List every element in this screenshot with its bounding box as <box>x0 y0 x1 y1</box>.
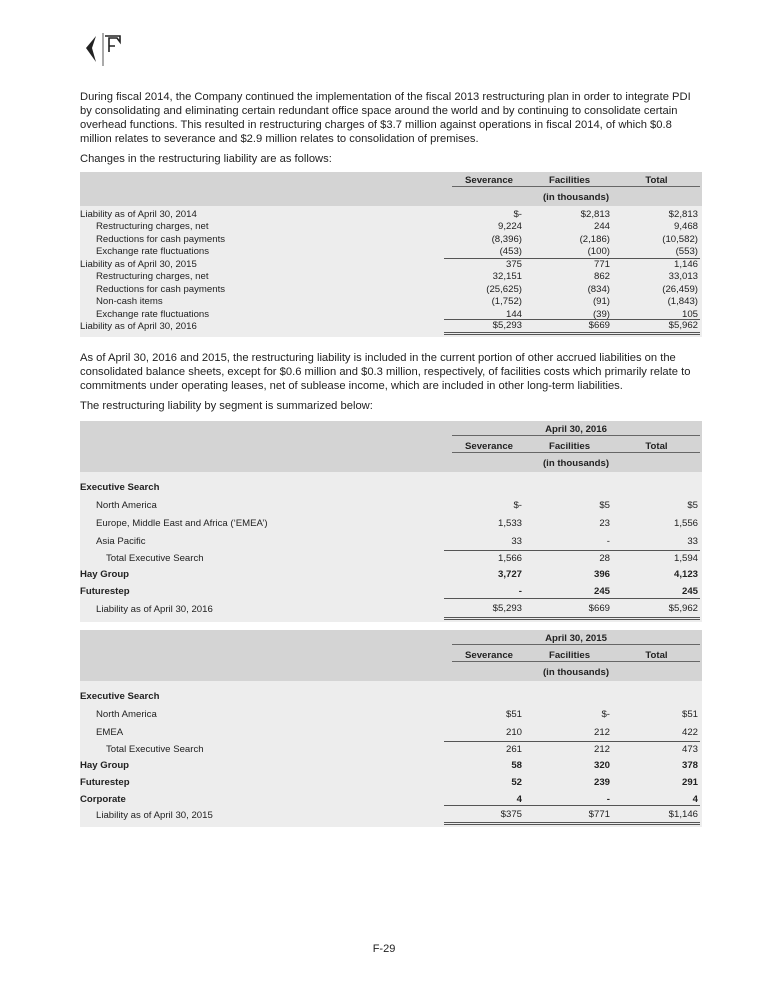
table-row <box>80 687 702 705</box>
table-row <box>80 773 702 791</box>
cell-severance: 52 <box>511 776 522 788</box>
table-row <box>80 258 702 271</box>
cell-severance: $375 <box>500 808 522 820</box>
cell-severance: 1,533 <box>497 517 522 529</box>
row-values <box>444 705 700 723</box>
row-label: Corporate <box>80 793 126 805</box>
cell-facilities: 28 <box>599 553 610 564</box>
table-row <box>80 807 702 823</box>
cell-facilities: 23 <box>599 517 610 529</box>
units-label: (in thousands) <box>542 667 610 678</box>
cell-total: 9,468 <box>673 221 698 233</box>
units-row <box>80 455 702 472</box>
cell-total: 33 <box>687 535 698 547</box>
cell-severance: 32,151 <box>492 271 522 283</box>
cell-severance: 210 <box>505 726 522 738</box>
cell-severance: (25,625) <box>486 283 522 295</box>
table-body <box>80 206 702 337</box>
row-values <box>444 283 700 296</box>
cell-facilities: 862 <box>593 271 610 283</box>
cell-severance: $- <box>513 208 522 220</box>
row-values <box>444 233 700 246</box>
cell-facilities: $669 <box>588 320 610 332</box>
row-values <box>444 687 700 705</box>
row-label: Restructuring charges, net <box>96 221 209 233</box>
units-label: (in thousands) <box>542 458 610 469</box>
segment-table-2015 <box>80 630 702 827</box>
row-values <box>444 741 700 758</box>
column-headers <box>452 441 700 453</box>
cell-total: $1,146 <box>668 808 698 820</box>
cell-total: 105 <box>681 308 698 320</box>
cell-facilities: (834) <box>587 283 610 295</box>
column-header-total: Total <box>645 649 668 661</box>
row-values <box>444 496 700 514</box>
cell-facilities: (39) <box>592 308 610 320</box>
table-row <box>80 246 702 259</box>
table-row <box>80 514 702 532</box>
cell-facilities: $771 <box>588 808 610 820</box>
table-row <box>80 757 702 773</box>
table-row <box>80 741 702 757</box>
row-label: Total Executive Search <box>106 743 204 755</box>
row-values <box>444 598 700 620</box>
row-values <box>444 532 700 550</box>
table-header <box>80 172 702 206</box>
row-label: Liability as of April 30, 2015 <box>96 809 213 821</box>
row-values <box>444 208 700 221</box>
cell-severance: (8,396) <box>491 233 522 245</box>
row-label: Total Executive Search <box>106 552 204 564</box>
cell-total: (1,843) <box>667 296 698 308</box>
cell-severance: - <box>518 585 522 597</box>
table-row <box>80 532 702 550</box>
row-values <box>444 271 700 284</box>
cell-facilities: - <box>606 535 610 547</box>
cell-facilities: 244 <box>593 221 610 233</box>
row-values <box>444 296 700 309</box>
row-values <box>444 550 700 567</box>
cell-facilities: 320 <box>593 759 610 771</box>
table-header <box>80 630 702 681</box>
row-values <box>444 805 700 825</box>
row-label: North America <box>96 499 157 511</box>
page-number: F-29 <box>372 943 396 955</box>
row-label: Futurestep <box>80 585 130 597</box>
cell-total: $51 <box>681 708 698 720</box>
restructuring-liability-table <box>80 172 702 337</box>
cell-severance: 9,224 <box>497 221 522 233</box>
cell-total: 378 <box>681 759 698 771</box>
table-header <box>80 421 702 472</box>
cell-total: 4 <box>692 793 698 805</box>
row-label: Executive Search <box>80 690 160 702</box>
column-header-facilities: Facilities <box>548 649 591 661</box>
cell-total: 422 <box>681 726 698 738</box>
table-row <box>80 283 702 296</box>
cell-total: 1,556 <box>673 517 698 529</box>
units-label: (in thousands) <box>542 192 610 203</box>
cell-facilities: 771 <box>593 259 610 271</box>
cell-total: (10,582) <box>662 233 698 245</box>
cell-facilities: 212 <box>593 744 610 755</box>
row-label: Asia Pacific <box>96 535 146 547</box>
row-label: Reductions for cash payments <box>96 283 226 295</box>
cell-total: 1,594 <box>673 553 698 564</box>
row-label: Hay Group <box>80 568 130 580</box>
cell-facilities: $669 <box>588 602 610 614</box>
cell-total: $5 <box>687 499 698 511</box>
cell-total: $2,813 <box>668 208 698 220</box>
cell-facilities: 212 <box>593 726 610 738</box>
cell-severance: 33 <box>511 535 522 547</box>
segment-table-2016 <box>80 421 702 622</box>
table-row <box>80 550 702 566</box>
column-header-facilities: Facilities <box>548 440 591 452</box>
table-body <box>80 472 702 622</box>
cell-facilities: 245 <box>593 585 610 597</box>
cell-facilities: (2,186) <box>579 233 610 245</box>
cell-severance: 144 <box>505 308 522 320</box>
table-row <box>80 600 702 618</box>
column-headers <box>452 175 700 187</box>
cell-severance: 375 <box>505 259 522 271</box>
cell-severance: 261 <box>505 744 522 755</box>
table-row <box>80 221 702 234</box>
cell-total: 1,146 <box>673 259 698 271</box>
column-header-severance: Severance <box>464 174 513 186</box>
row-values <box>444 773 700 791</box>
row-label: Europe, Middle East and Africa (‘EMEA’) <box>96 517 268 529</box>
intro-paragraph: During fiscal 2014, the Company continued the implementation of the fiscal 2013 restructuring plan in order to integrate PDI by consolidating and eliminating certain redundant office space around the world and by continuing to consolidate certain overhead functions. This resulted in restructuring charges of $3.7 million against operations in fiscal 2014, of which $0.8 million relates to severance and $2.9 million relates to consolidation of premises. <box>80 91 691 145</box>
column-header-row <box>80 647 702 664</box>
cell-total: 33,013 <box>668 271 698 283</box>
period-header: April 30, 2015 <box>452 633 700 645</box>
row-values <box>444 221 700 234</box>
column-header-severance: Severance <box>464 440 513 452</box>
row-values <box>444 566 700 582</box>
row-values <box>444 757 700 773</box>
row-label: Restructuring charges, net <box>96 271 209 283</box>
row-label: Exchange rate fluctuations <box>96 308 210 320</box>
cell-facilities: 396 <box>593 568 610 580</box>
column-header-total: Total <box>645 440 668 452</box>
table-row <box>80 566 702 582</box>
row-label: North America <box>96 708 157 720</box>
table-row <box>80 478 702 496</box>
cell-total: $5,962 <box>668 602 698 614</box>
row-label: Liability as of April 30, 2016 <box>80 321 197 333</box>
cell-facilities: $5 <box>599 499 610 511</box>
period-header-row <box>80 630 702 647</box>
liability-note-paragraph: As of April 30, 2016 and 2015, the restructuring liability is included in the current portion of other accrued liabilities on the consolidated balance sheets, except for $0.6 million and $0.3 million, respectively, of facilities costs which primarily relate to commitments under operating leases, net of sublease income, which are included in other long-term liabilities. <box>80 352 691 392</box>
cell-facilities: 239 <box>593 776 610 788</box>
cell-facilities: (91) <box>592 296 610 308</box>
row-label: EMEA <box>96 726 124 738</box>
period-header: April 30, 2016 <box>452 424 700 436</box>
column-header-row <box>80 172 702 189</box>
table-row <box>80 321 702 334</box>
column-header-total: Total <box>645 174 668 186</box>
row-label: Reductions for cash payments <box>96 233 226 245</box>
column-header-facilities: Facilities <box>548 174 591 186</box>
units-row <box>80 664 702 681</box>
cell-severance: $5,293 <box>492 602 522 614</box>
cell-severance: (453) <box>499 246 522 258</box>
cell-severance: 3,727 <box>497 568 522 580</box>
row-values <box>444 723 700 741</box>
column-header-row <box>80 438 702 455</box>
cell-severance: 1,566 <box>497 553 522 564</box>
row-label: Non-cash items <box>96 296 163 308</box>
row-label: Exchange rate fluctuations <box>96 246 210 258</box>
column-headers <box>452 650 700 662</box>
table-row <box>80 705 702 723</box>
cell-facilities: (100) <box>587 246 610 258</box>
table-row <box>80 208 702 221</box>
cell-total: $5,962 <box>668 320 698 332</box>
changes-intro: Changes in the restructuring liability are as follows: <box>80 153 332 165</box>
table-body <box>80 681 702 827</box>
row-label: Executive Search <box>80 481 160 493</box>
row-label: Liability as of April 30, 2016 <box>96 603 213 615</box>
table-row <box>80 233 702 246</box>
column-header-severance: Severance <box>464 649 513 661</box>
cell-severance: 58 <box>511 759 522 771</box>
kf-logo <box>82 30 142 66</box>
cell-severance: $51 <box>505 708 522 720</box>
table-row <box>80 296 702 309</box>
table-row <box>80 496 702 514</box>
row-values <box>444 478 700 496</box>
cell-total: (26,459) <box>662 283 698 295</box>
row-label: Hay Group <box>80 759 130 771</box>
cell-severance: $- <box>513 499 522 511</box>
segment-intro: The restructuring liability by segment is summarized below: <box>80 400 373 412</box>
table-row <box>80 271 702 284</box>
cell-total: 4,123 <box>673 568 698 580</box>
cell-facilities: $- <box>601 708 610 720</box>
row-values <box>444 514 700 532</box>
table-row <box>80 723 702 741</box>
cell-severance: (1,752) <box>491 296 522 308</box>
cell-facilities: $2,813 <box>580 208 610 220</box>
cell-total: 473 <box>681 744 698 755</box>
cell-facilities: - <box>606 793 610 805</box>
row-label: Liability as of April 30, 2014 <box>80 208 197 220</box>
cell-severance: 4 <box>516 793 522 805</box>
row-values <box>444 258 700 272</box>
units-row <box>80 189 702 206</box>
cell-total: 291 <box>681 776 698 788</box>
row-label: Futurestep <box>80 776 130 788</box>
cell-total: (553) <box>675 246 698 258</box>
period-header-row <box>80 421 702 438</box>
row-label: Liability as of April 30, 2015 <box>80 258 197 270</box>
row-values <box>444 319 700 336</box>
cell-total: 245 <box>681 585 698 597</box>
row-values <box>444 246 700 259</box>
cell-severance: $5,293 <box>492 320 522 332</box>
